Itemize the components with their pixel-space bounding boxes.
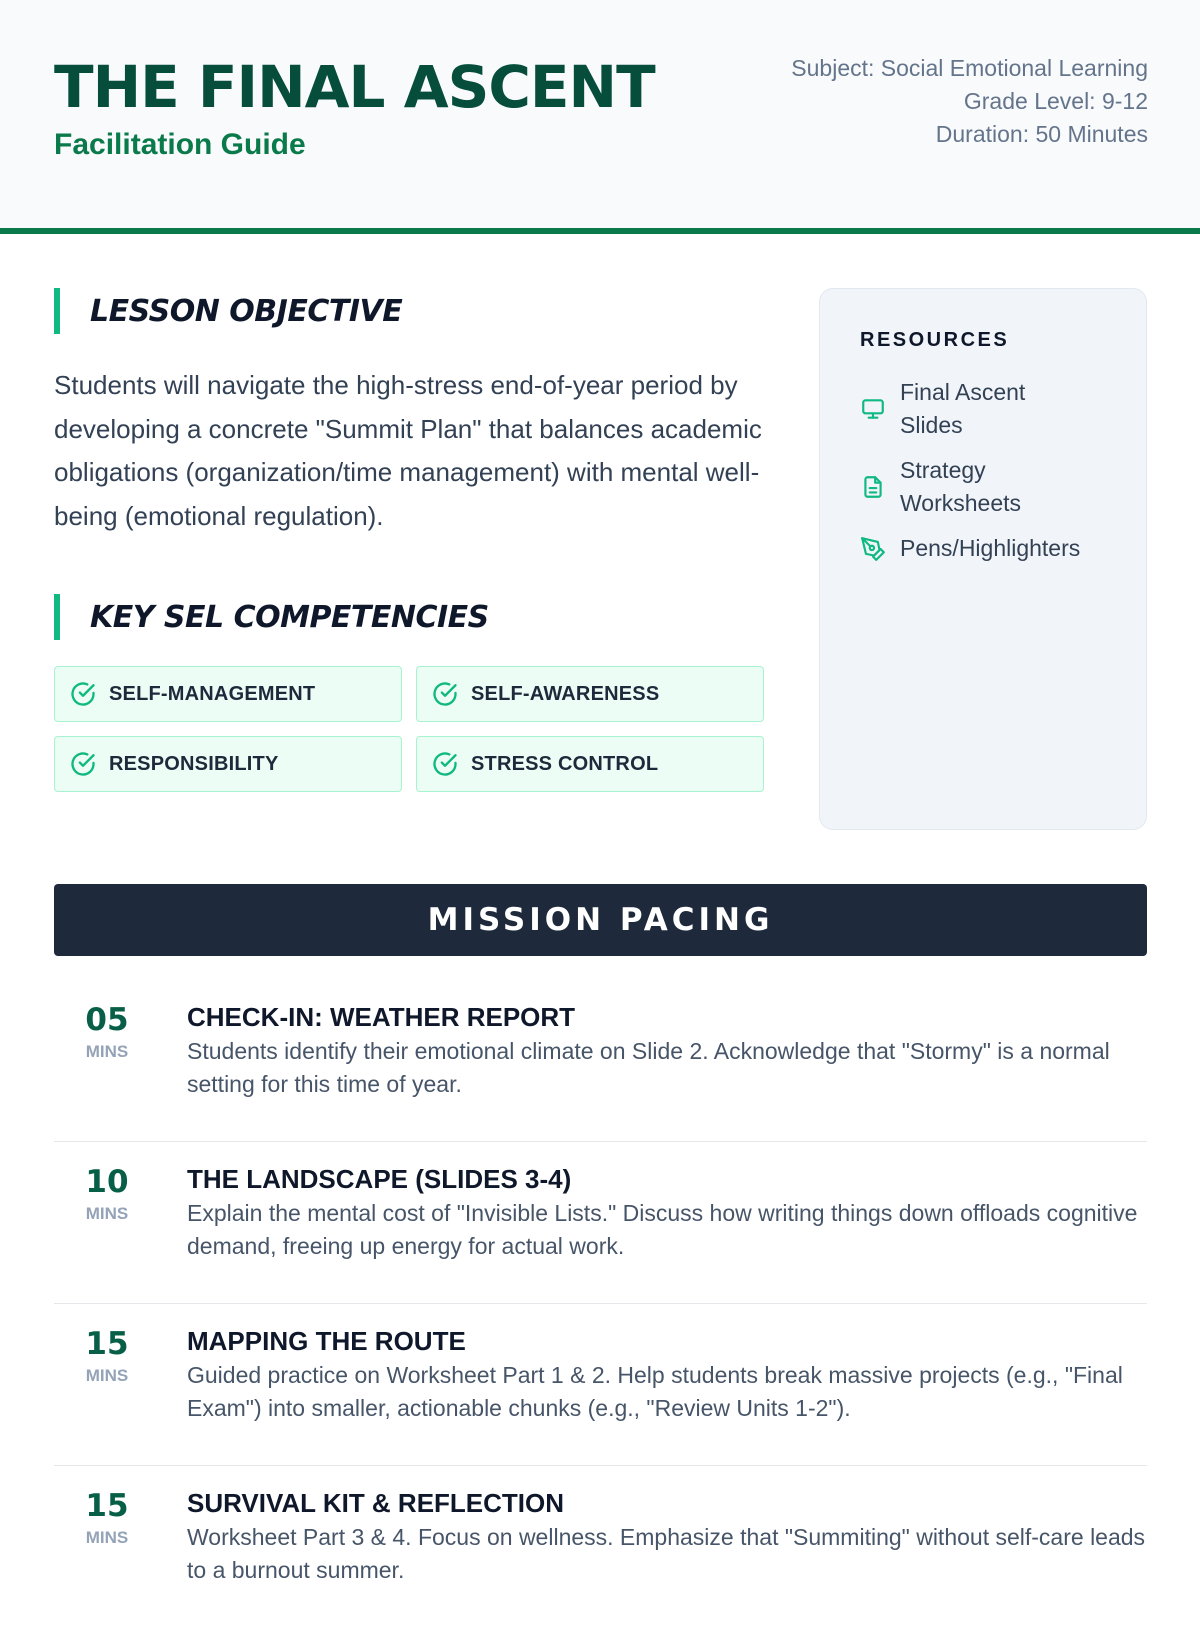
pacing-steps bbox=[54, 980, 1147, 1628]
pacing-heading: MISSION PACING bbox=[54, 884, 1147, 956]
check-circle-icon bbox=[431, 680, 459, 708]
step-description: Students identify their emotional climate on Slide 2. Acknowledge that "Stormy" is a normal setting for this time of year. bbox=[187, 1038, 1110, 1097]
resources-panel bbox=[819, 288, 1147, 830]
step-duration bbox=[54, 1326, 160, 1386]
resource-item bbox=[860, 532, 1106, 565]
resource-label: Final Ascent Slides bbox=[900, 379, 1026, 438]
competency-label: SELF-MANAGEMENT bbox=[109, 682, 316, 705]
competency-label: RESPONSIBILITY bbox=[109, 752, 279, 775]
step-duration bbox=[54, 1488, 160, 1548]
pacing-step bbox=[54, 1466, 1147, 1628]
step-minutes: 15 bbox=[85, 1488, 129, 1524]
step-unit: MINS bbox=[85, 1528, 129, 1547]
competencies-grid bbox=[54, 666, 764, 792]
check-circle-icon bbox=[431, 750, 459, 778]
resource-item bbox=[860, 454, 1106, 520]
step-description: Explain the mental cost of "Invisible Lists." Discuss how writing things down offloads cognitive demand, freeing up energy for actual work. bbox=[187, 1200, 1138, 1259]
check-circle-icon bbox=[69, 680, 97, 708]
competency-tile bbox=[416, 666, 764, 722]
competency-tile bbox=[54, 736, 402, 792]
step-body bbox=[187, 1324, 1147, 1425]
step-title: SURVIVAL KIT & REFLECTION bbox=[187, 1488, 565, 1518]
step-unit: MINS bbox=[85, 1042, 129, 1061]
step-description: Guided practice on Worksheet Part 1 & 2. Help students break massive projects (e.g., "Final Exam") into smaller, actionable chunks (e.g., "Review Units 1-2"). bbox=[187, 1362, 1123, 1421]
step-unit: MINS bbox=[85, 1204, 129, 1223]
step-title: MAPPING THE ROUTE bbox=[187, 1326, 466, 1356]
step-minutes: 05 bbox=[85, 1002, 129, 1038]
step-unit: MINS bbox=[85, 1366, 129, 1385]
lesson-meta bbox=[791, 52, 1148, 151]
step-body bbox=[187, 1486, 1147, 1587]
check-circle-icon bbox=[69, 750, 97, 778]
step-minutes: 15 bbox=[85, 1326, 129, 1362]
competency-tile bbox=[416, 736, 764, 792]
resource-label: Strategy Worksheets bbox=[900, 457, 1022, 516]
competencies-heading: KEY SEL COMPETENCIES bbox=[54, 594, 764, 640]
objective-heading: LESSON OBJECTIVE bbox=[54, 288, 764, 334]
meta-grade: Grade Level: 9-12 bbox=[963, 88, 1148, 114]
competency-label: SELF-AWARENESS bbox=[471, 682, 660, 705]
step-duration bbox=[54, 1164, 160, 1224]
overview-section bbox=[0, 234, 1200, 884]
competency-tile bbox=[54, 666, 402, 722]
pacing-step bbox=[54, 980, 1147, 1142]
step-minutes: 10 bbox=[85, 1164, 129, 1200]
page-subtitle: Facilitation Guide bbox=[54, 128, 306, 161]
resources-heading: RESOURCES bbox=[860, 329, 1010, 351]
competency-label: STRESS CONTROL bbox=[471, 752, 659, 775]
pen-icon bbox=[860, 536, 886, 562]
page-title: THE FINAL ASCENT bbox=[54, 53, 655, 121]
pacing-step bbox=[54, 1304, 1147, 1466]
pacing-step bbox=[54, 1142, 1147, 1304]
step-body bbox=[187, 1162, 1147, 1263]
step-title: CHECK-IN: WEATHER REPORT bbox=[187, 1002, 576, 1032]
resource-item bbox=[860, 376, 1106, 442]
step-description: Worksheet Part 3 & 4. Focus on wellness. Emphasize that "Summiting" without self-care leads to a burnout summer. bbox=[187, 1524, 1146, 1583]
page-header bbox=[0, 0, 1200, 234]
left-column bbox=[54, 288, 764, 792]
step-title: THE LANDSCAPE (SLIDES 3-4) bbox=[187, 1164, 572, 1194]
step-duration bbox=[54, 1002, 160, 1062]
meta-duration: Duration: 50 Minutes bbox=[935, 121, 1148, 147]
resource-label: Pens/Highlighters bbox=[900, 535, 1081, 561]
meta-subject: Subject: Social Emotional Learning bbox=[791, 55, 1148, 81]
objective-text: Students will navigate the high-stress end-of-year period by developing a concrete "Summit Plan" that balances academic obligations (organization/time management) with mental well-being (emotional regulation). bbox=[54, 370, 762, 531]
document-icon bbox=[860, 474, 886, 500]
step-body bbox=[187, 1000, 1147, 1101]
monitor-icon bbox=[860, 396, 886, 422]
